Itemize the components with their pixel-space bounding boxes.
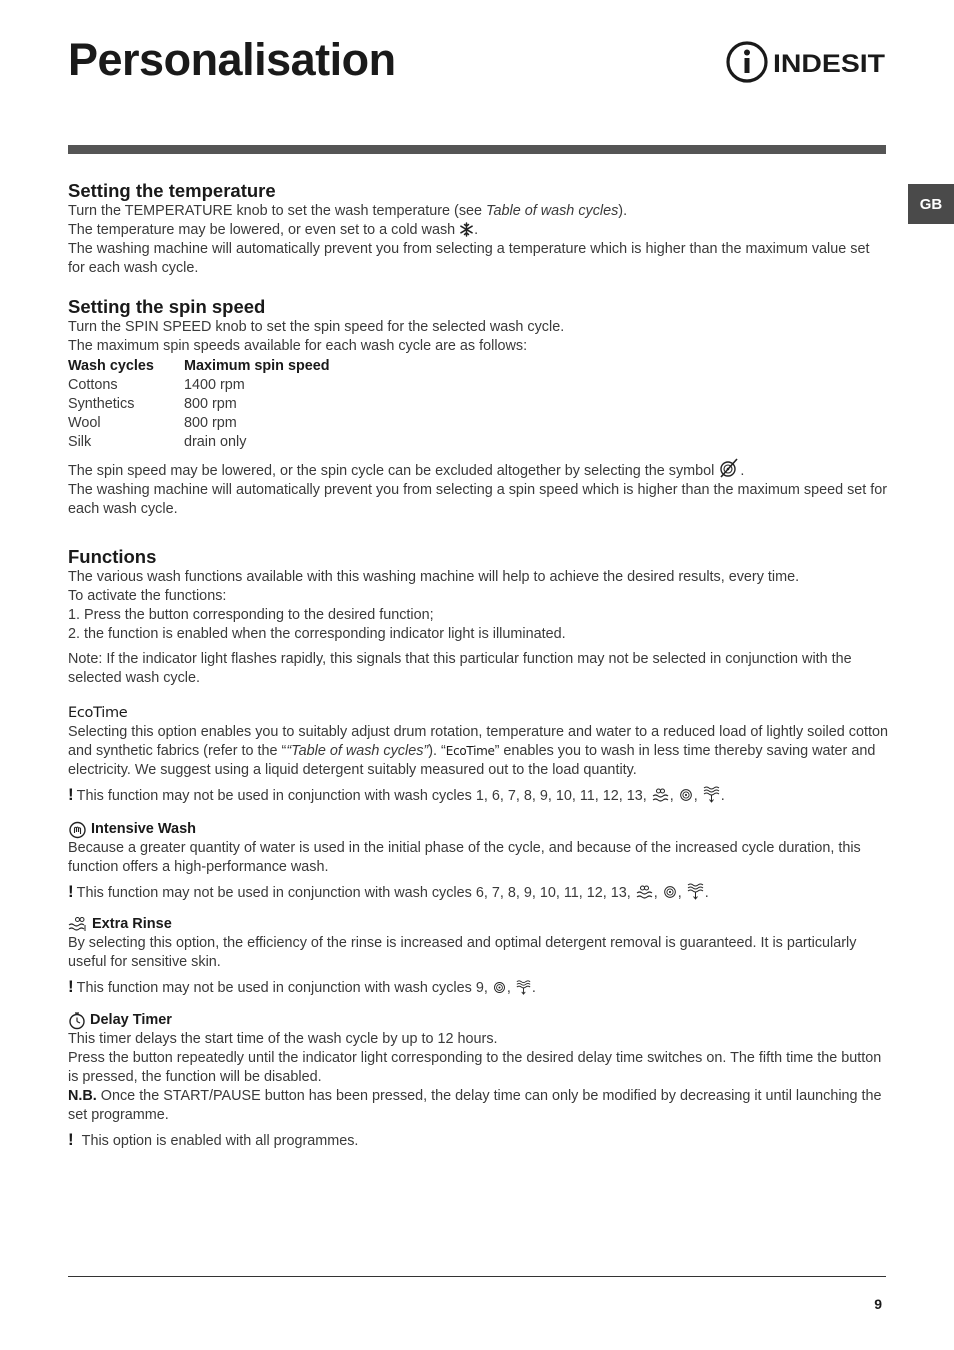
spin-text-1: Turn the SPIN SPEED knob to set the spin speed for the selected wash cycle. bbox=[68, 319, 565, 335]
section-extra-rinse bbox=[68, 915, 888, 998]
wool-icon bbox=[651, 787, 670, 803]
section-intensive-wash bbox=[68, 820, 888, 903]
section-temperature bbox=[68, 180, 888, 278]
header-divider bbox=[68, 145, 886, 154]
table-cell-cycle: Synthetics bbox=[68, 396, 135, 412]
spin-text-4: The washing machine will automatically prevent you from selecting a spin speed which is higher than the maximum speed set for each wash cycle. bbox=[68, 482, 888, 517]
silk-icon bbox=[678, 787, 694, 803]
intensive-wash-icon bbox=[68, 820, 87, 839]
extra-rinse-icon bbox=[68, 916, 88, 933]
table-cell-cycle: Silk bbox=[68, 434, 92, 450]
temperature-text-2: The temperature may be lowered, or even set to a cold wash . bbox=[68, 222, 479, 238]
table-cell-speed: drain only bbox=[184, 434, 247, 450]
intensive-wash-warning: ! This function may not be used in conjunction with wash cycles 6, 7, 8, 9, 10, 11, 12, 13, , , . bbox=[68, 882, 709, 901]
spin-text-2: The maximum spin speeds available for each wash cycle are as follows: bbox=[68, 338, 528, 354]
ecotime-description: Selecting this option enables you to suitably adjust drum rotation, temperature and water to a reduced load of lightly soiled cotton and synthetic fabrics (refer to the ““Table of wash cycles”). “EcoTime” enables you to wash in less time thereby saving water and electricity. We suggest using a liquid detergent suitably measured out to the load quantity. bbox=[68, 724, 888, 778]
spin-text-3: The spin speed may be lowered, or the spin cycle can be excluded altogether by selecting the symbol . bbox=[68, 458, 888, 481]
wool-icon bbox=[635, 884, 654, 900]
delay-timer-text-1: This timer delays the start time of the wash cycle by up to 12 hours. bbox=[68, 1031, 498, 1047]
delicates-icon bbox=[515, 979, 532, 995]
ecotime-inline-logo: EcoTime bbox=[445, 744, 495, 758]
intensive-wash-heading: Intensive Wash bbox=[68, 820, 888, 839]
snowflake-icon bbox=[459, 222, 474, 237]
section-functions bbox=[68, 546, 888, 688]
table-row bbox=[68, 376, 330, 395]
functions-heading: Functions bbox=[68, 546, 157, 567]
table-row bbox=[68, 414, 330, 433]
no-spin-icon bbox=[718, 458, 740, 478]
spin-speed-table bbox=[68, 357, 330, 452]
delicates-icon bbox=[702, 785, 721, 803]
delay-timer-heading: Delay Timer bbox=[68, 1011, 888, 1030]
delay-timer-text-2: Press the button repeatedly until the indicator light corresponding to the desired delay time switches on. The fifth time the button is pressed, the function will be disabled. bbox=[68, 1050, 882, 1085]
ecotime-logo: EcoTime bbox=[68, 705, 128, 721]
delay-timer-icon bbox=[68, 1011, 86, 1030]
extra-rinse-description: By selecting this option, the efficiency of the rinse is increased and optimal detergent removal is guaranteed. It is particularly useful for sensitive skin. bbox=[68, 935, 857, 970]
indesit-logo bbox=[726, 40, 888, 84]
section-delay-timer bbox=[68, 1011, 888, 1151]
language-tab: GB bbox=[908, 184, 954, 224]
table-row bbox=[68, 395, 330, 414]
page-number: 9 bbox=[874, 1296, 882, 1312]
table-cell-speed: 800 rpm bbox=[184, 396, 237, 412]
functions-intro-2: To activate the functions: bbox=[68, 588, 227, 604]
functions-note: Note: If the indicator light flashes rapidly, this signals that this particular function may not be selected in conjunction with the selected wash cycle. bbox=[68, 651, 852, 686]
table-cell-cycle: Cottons bbox=[68, 377, 118, 393]
section-ecotime bbox=[68, 704, 888, 806]
silk-icon bbox=[662, 884, 678, 900]
silk-icon bbox=[492, 980, 507, 995]
table-cell-cycle: Wool bbox=[68, 415, 101, 431]
page-content bbox=[68, 180, 888, 1151]
table-header-row bbox=[68, 357, 330, 376]
extra-rinse-heading: Extra Rinse bbox=[68, 915, 888, 934]
page-title: Personalisation bbox=[68, 34, 396, 85]
table-cell-speed: 1400 rpm bbox=[184, 377, 245, 393]
intensive-wash-description: Because a greater quantity of water is used in the initial phase of the cycle, and because of the increased cycle duration, this function offers a high-performance wash. bbox=[68, 840, 861, 875]
delicates-icon bbox=[686, 882, 705, 900]
temperature-text-1: Turn the TEMPERATURE knob to set the wash temperature (see Table of wash cycles). bbox=[68, 203, 628, 219]
temperature-heading: Setting the temperature bbox=[68, 180, 276, 201]
functions-step-2: 2. the function is enabled when the corresponding indicator light is illuminated. bbox=[68, 626, 566, 642]
ecotime-warning: ! This function may not be used in conjunction with wash cycles 1, 6, 7, 8, 9, 10, 11, 12, 13, , , . bbox=[68, 785, 725, 804]
table-row bbox=[68, 433, 330, 452]
table-header-speed: Maximum spin speed bbox=[184, 358, 330, 374]
brand-name: INDESIT bbox=[773, 50, 885, 78]
table-cell-speed: 800 rpm bbox=[184, 415, 237, 431]
delay-timer-warning: ! This option is enabled with all programmes. bbox=[68, 1130, 359, 1149]
spin-heading: Setting the spin speed bbox=[68, 296, 266, 317]
functions-step-1: 1. Press the button corresponding to the desired function; bbox=[68, 607, 434, 623]
section-spin bbox=[68, 296, 888, 519]
footer-divider bbox=[68, 1276, 886, 1277]
temperature-text-3: The washing machine will automatically prevent you from selecting a temperature which is higher than the maximum value set for each wash cycle. bbox=[68, 241, 870, 276]
delay-timer-nb: N.B. Once the START/PAUSE button has been pressed, the delay time can only be modified by decreasing it until launching the set programme. bbox=[68, 1088, 882, 1123]
extra-rinse-warning: ! This function may not be used in conjunction with wash cycles 9, , . bbox=[68, 977, 536, 996]
table-header-cycles: Wash cycles bbox=[68, 358, 154, 374]
functions-intro-1: The various wash functions available with this washing machine will help to achieve the desired results, every time. bbox=[68, 569, 800, 585]
